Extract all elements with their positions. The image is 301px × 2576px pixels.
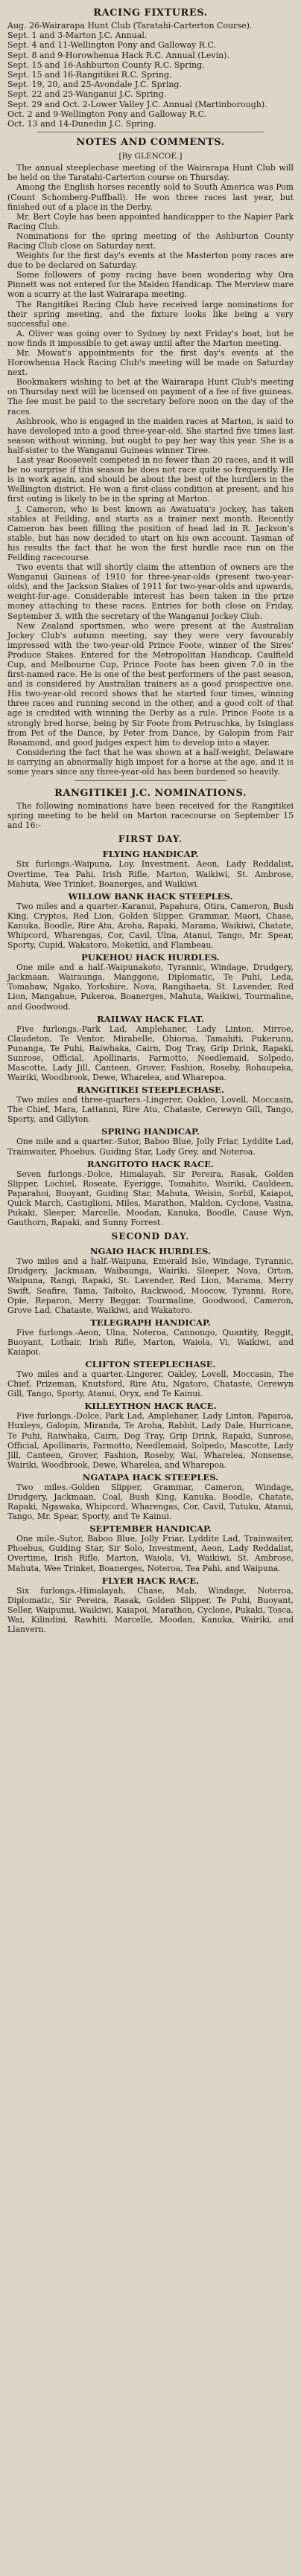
race-title: FLYER HACK RACE. [101, 1575, 200, 1586]
race-entries: Two miles and a quarter.-Lingerer, Oakley, Lovell, Moccasin, The Chief, Prizeman, Knutsford, Rire Atu, Ngatoro, Chataste, Cerewyn Gill, Tango, Sporty, Atanui, Oryx, and Te Kainui. [7, 1369, 294, 1399]
fixtures-list [7, 21, 294, 129]
note-paragraph: Ashbrook, who is engaged in the maiden races at Marton, is said to have developed into a good three-year-old. She started five times last season without winning, but ought to pay her way this year. She is a half-sister to the Wanganui Guineas winner Tiree. [7, 416, 294, 455]
race-entries: Two miles and three-quarters.-Lingerer, Oakleo, Lovell, Moccasin, The Chief, Mara, Lattanni, Rire Atu, Chataste, Cerewyn Gill, Tango, Sporty, and Gillyton. [7, 1095, 294, 1125]
race-entries: Five furlongs.-Dolce, Park Lad, Amplehaner, Lady Linton, Paparoa, Huxleys, Galopin, Miranda, Te Aroha, Rabbit, Lady Dale, Hurricane, Te Puhi, Raiwhaka, Cairn, Dog Tray, Grip Drink, Rapaki, Sunrose, Official, Apollinaris, Farmotto, Needlemaid, Solpedo, Mascotte, Lady Jill, Canteen, Grover, Fashion, Roseby, Wai, Wharelea, Nonsense, Wairiki, Woodbrook, Dewe, Wharelea, and Wharepoa. [7, 1411, 294, 1470]
race-entries: Two miles.-Golden Slipper, Grammar, Cameron, Windage, Drudgery, Jackmaan, Coal, Bush King, Kanuka, Boodle, Chatate, Rapaki, Ngawaka, Whipcord, Wharengas, Cor, Cavil, Tutuku, Atanui, Tango, Mr. Spear, Sporty, and Te Kainui. [7, 1482, 294, 1522]
race-entries: Six furlongs.-Waipuna, Loy, Investment, Aeon, Lady Reddalist, Overtime, Tea Pahi, Irish Rifle, Marton, Waikiwi, St. Ambrose, Mahuta, Wee Trinket, Boanerges, and Waikiwi. [7, 859, 294, 889]
race-title: KILLEYTHON HACK RACE. [84, 1401, 217, 1412]
race-entries: Six furlongs.-Himalayah, Chase, Mab, Windage, Noteroa, Diplomatic, Sir Pereira, Rasak, Golden Slipper, Te Puhi, Buoyant, Seller, Waipunui, Waikiwi, Kaiapoi, Marathon, Cyclone, Pukaki, Tosca, Wai, Kilindini, Rawhiti, Marcelle, Moodan, Kanuka, Wairiki, and Llanvern. [7, 1585, 294, 1635]
nominations-heading: RANGITIKEI J.C. NOMINATIONS. [54, 788, 247, 800]
fixture-item: Sept. 8 and 9-Horowhenua Hack R.C. Annual (Levin). [7, 50, 229, 60]
notes-heading: NOTES AND COMMENTS. [76, 137, 225, 149]
note-paragraph: Mr. Mowat's appointments for the first day's events at the Horowhenua Hack Racing Club's meeting will be made on Saturday next. [7, 348, 294, 378]
note-paragraph: Some followers of pony racing have been wondering why Ora Pinnett was not entered for the Maiden Handicap. The Merview mare won a scurry at the last Wairarapa meeting. [7, 270, 294, 300]
fixture-item: Sept. 4 and 11-Wellington Pony and Galloway R.C. [7, 40, 217, 51]
nominations-intro: The following nominations have been received for the Rangitikei spring meeting to be held on Marton racecourse on September 15 and 16:- [7, 801, 294, 831]
race-entries: One mile and a half.-Waipunakoto, Tyrannic, Windage, Drudgery, Jackmaan, Wairaunga, Manggone, Diplomatic, Te Puhi, Leda, Tomahaw, Ngako, Yorkshire, Nova, Rangihaeta, St. Lavender, Red Lion, Mangahue, Pukeroa, Boanerges, Mahuta, Waikiwi, Tourmaline, and Goodwood. [7, 963, 294, 1012]
note-paragraph: Mr. Bert Coyle has been appointed handicapper to the Napier Park Racing Club. [7, 211, 294, 231]
race-title: WILLOW BANK HACK STEEPLES. [68, 890, 233, 902]
race-title: SEPTEMBER HANDICAP. [89, 1523, 212, 1535]
race-title: SPRING HANDICAP. [101, 1126, 200, 1137]
note-paragraph: J. Cameron, who is best known as Awatuatu's jockey, has taken stables at Feilding, and starts as a trainer next month. Recently Cameron has been filling the position of head lad in R. Jackson's stable, but has now decided to start on his own account. Tasman of his results the fact that he won the first hurdle race run on the Feilding racecourse. [7, 504, 294, 562]
race-title: RAILWAY HACK FLAT. [97, 1013, 204, 1024]
note-paragraph: The Rangitikei Racing Club have received large nominations for their spring meeting, and the fixture looks like being a very successful one. [7, 299, 294, 329]
race-title: PUKEHOU HACK HURDLES. [81, 952, 220, 963]
fixture-item: Sept. 19, 20, and 25-Avondale J.C. Spring. [7, 80, 182, 90]
race-title: NGAIO HACK HURDLES. [89, 1246, 212, 1257]
race-entries: Five furlongs.-Aeon, Ulna, Noteroa, Cannongo, Quantity, Reggit, Buoyant, Lothair, Irish Rifle, Marton, Waiola, Vi, Waikiwi, and Kaiapoi. [7, 1327, 294, 1357]
race-entries: One mile.-Sutor, Baboo Blue, Jolly Friar, Lyddite Lad, Trainwaiter, Phoebus, Guiding Star, Sir Solo, Investment, Aeon, Lady Reddalist, Overtime, Irish Rifle, Marton, Waiola, Vi, Waikiwi, St. Ambrose, Mahuta, Wee Trinket, Boanerges, Noteroa, Tea Pahi, and Waipuna. [7, 1534, 294, 1573]
notes-byline: [By GLENCOE.] [118, 152, 183, 161]
race-entries: Two miles and a quarter.-Karanui, Papahura, Otira, Cameron, Bush King, Cryptos, Red Lion, Golden Slipper, Grammar, Maori, Chase, Kanuka, Boodle, Rire Atu, Aroha, Rapaki, Marama, Waikiwi, Chatate, Whipcord, Wharengas, Cor, Cavil, Ulna, Atanui, Tango, Mr. Spear, Sporty, Cupid, Wakatoro, Moketiki, and Flambeau. [7, 901, 294, 951]
note-paragraph: The annual steeplechase meeting of the Wairarapa Hunt Club will be held on the Taratahi-Carterton course on Thursday. [7, 163, 294, 183]
section-divider [75, 780, 226, 781]
day-label: SECOND DAY. [111, 1231, 190, 1242]
race-title: CLIFTON STEEPLECHASE. [85, 1359, 216, 1370]
note-paragraph: New Zealand sportsmen, who were present at the Australian Jockey Club's autumn meeting, say they were very favourably impressed with the two-year-old Prince Foote, winner of the Sires' Produce Stakes. Entered for the Metropolitan Handicap, Caulfield Cup, and Melbourne Cup, Prince Foote has been given 7.0 in the first-named race. He is one of the best performers of the past season, and is considered by Australian trainers as a good prospective one. His two-year-old record shows that he started four times, winning three races and running second in the other, and a good colt of that age is credited with winning the Derby as a rule. Prince Foote is a strongly bred horse, being by Sir Foote from Petruschka, by Isinglass from Pet of the Dance, by Peter from Dance, by Galopin from Fair Rosamond, and good judges expect him to develop into a stayer. [7, 620, 294, 748]
fixtures-heading: RACING FIXTURES. [93, 7, 208, 19]
race-entries: Five furlongs.-Park Lad, Amplehaner, Lady Linton, Mirroe, Claudeton, Te Ventor, Mirabelle, Ohiorua, Tamahiti, Pukerunu, Punanga, Te Puhi, Raiwhaka, Cairn, Dog Tray, Grip Drink, Rapaki, Sunrose, Official, Apollinaris, Farmotto, Needlemaid, Solpedo, Mascotte, Lady Jill, Canteen, Grover, Fashion, Roseby, Rohaupeka, Wairiki, Woodbrook, Dewe, Wharelea, and Wharepoa. [7, 1024, 294, 1083]
fixture-item: Sept. 29 and Oct. 2-Lower Valley J.C. Annual (Martinborough). [7, 99, 267, 109]
note-paragraph: Two events that will shortly claim the attention of owners are the Wanganui Guineas of 1910 for three-year-olds (present two-year-olds), and the Jackson Stakes of 1911 for two-year-olds and upwards, weight-for-age. Considerable interest has been taken in the prize money attaching to these races. Entries for both close on Friday, September 3, with the secretary of the Wanganui Jockey Club. [7, 562, 294, 621]
fixture-item: Aug. 26-Wairarapa Hunt Club (Taratahi-Carterton Course). [7, 21, 253, 30]
fixture-item: Oct. 2 and 9-Wellington Pony and Galloway R.C. [7, 109, 207, 119]
fixture-item: Oct. 13 and 14-Dunedin J.C. Spring. [7, 119, 156, 129]
race-title: TELEGRAPH HANDICAP. [90, 1317, 211, 1328]
fixture-item: Sept. 15 and 16-Rangitikei R.C. Spring. [7, 70, 172, 80]
fixture-item: Sept. 15 and 16-Ashburton County R.C. Spring. [7, 60, 205, 70]
race-entries: Two miles and a half.-Waipuna, Emerald Isle, Windage, Tyrannic, Drudgery, Jackmaan, Waibaunga, Wairiki, Sleeper, Nova, Orton, Waipuna, Rangi, Rapaki, St. Lavender, Red Lion, Marama, Merry Swift, Seafire, Tama, Taitoko, Rackwood, Moocow, Tyranni, Rore, Opie, Reparon, Merry Beggar, Tourmaline, Goodwood, Cameron, Grove Lad, Chataste, Waikiwi, and Wakatoro. [7, 1256, 294, 1315]
race-title: RANGITOTO HACK RACE. [86, 1158, 215, 1169]
race-title: RANGITIKEI STEEPLECHASE. [77, 1085, 224, 1096]
note-paragraph: Nominations for the spring meeting of the Ashburton County Racing Club close on Saturday next. [7, 231, 294, 251]
note-paragraph: Bookmakers wishing to bet at the Wairarapa Hunt Club's meeting on Thursday next will be licensed on payment of a fee of five guineas. The fee must be paid to the secretary before noon on the day of the races. [7, 377, 294, 417]
race-title: FLYING HANDICAP. [102, 849, 199, 860]
note-paragraph: Weights for the first day's events at the Masterton pony races are due to be declared on Saturday. [7, 251, 294, 271]
note-paragraph: Considering the fact that he was shown at a half-weight, Delaware is carrying an abnormally high impost for a horse at the age, and it is some years since any three-year-old has been burdened so heavily. [7, 747, 294, 777]
note-paragraph: Last year Roosevelt competed in no fewer than 20 races, and it will be no surprise if this season he does not race quite so frequently. He is in work again, and should be about the best of the hurdlers in the Wellington district. He won a first-class condition at present, and his first outing is likely to be in the spring at Marton. [7, 455, 294, 504]
fixture-item: Sept. 22 and 25-Wanganui J.C. Spring. [7, 89, 167, 100]
note-paragraph: Among the English horses recently sold to South America was Pom (Count Schomberg-Puffball). He won three races last year, but finished out of a place in the Derby. [7, 182, 294, 212]
fixture-item: Sept. 1 and 3-Marton J.C. Annual. [7, 30, 148, 41]
race-entries: One mile and a quarter.-Sutor, Baboo Blue, Jolly Friar, Lyddite Lad, Trainwaiter, Phoebus, Guiding Star, Lady Grey, and Noteroa. [7, 1137, 294, 1157]
note-paragraph: A. Oliver was going over to Sydney by next Friday's boat, but he now finds it impossible to get away until after the Marton meeting. [7, 328, 294, 348]
notes-body [7, 163, 294, 777]
race-title: NGATAPA HACK STEEPLES. [82, 1471, 219, 1483]
day-label: FIRST DAY. [118, 834, 183, 845]
race-entries: Seven furlongs.-Dolce, Himalayah, Sir Pereira, Rasak, Golden Slipper, Lochiel, Roseate, Eyerigge, Tomahito, Wairiki, Cauldeen, Paparahoi, Buoyant, Guiding Star, Mahuta, Weisin, Sorbil, Kaiapoi, Quick March, Castiglioni, Miles, Marathon, Maldon, Cyclone, Vasina, Pukaki, Sleeper, Marcelle, Moodan, Kanuka, Boodle, Cause Wyn, Gauthorn, Rapaki, and Sunny Forrest. [7, 1169, 294, 1228]
